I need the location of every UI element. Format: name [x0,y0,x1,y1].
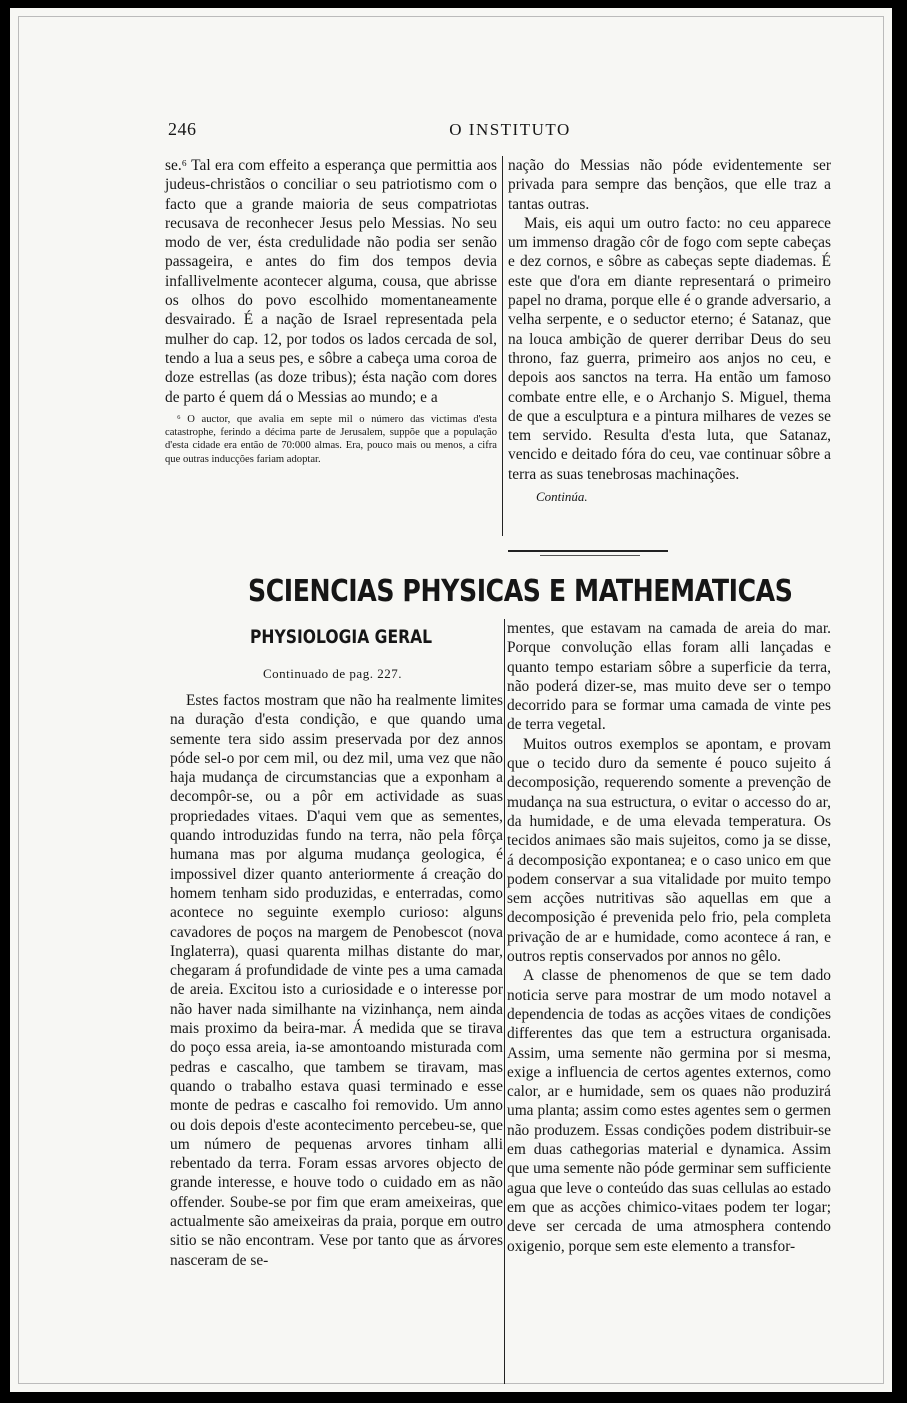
section-title: SCIENCIAS PHYSICAS E MATHEMATICAS [248,574,793,609]
article-left-paragraph: Estes factos mostram que não ha realmente limites na duração d'esta condição, e que quando uma semente tera sido assim preservada por dez annos póde sel-o por cem mil, ou dez mil, uma vez que não haja mudança de circumstancias que a exponham a decompôr-se, ou a pôr em actividade as suas propriedades vitaes. D'aqui vem que as sementes, quando introduzidas fundo na terra, não pela fôrça humana mas por alguma mudança geologica, é impossivel dizer quanto anteriormente á creação do homem tenham sido produzidas, e enterradas, como acontece no seguinte exemplo curioso: alguns cavadores de poços na margem de Penobescot (nova Inglaterra), quasi quarenta milhas distante do mar, chegaram á profundidade de vinte pes a uma camada de areia. Excitou isto a curiosidade e o interesse por não haver nada similhante na vizinhança, nem ainda mais proximo da beira-mar. Á medida que se tirava do poço essa areia, ia-se amontoando misturada com pedras e cascalho, que tambem se tiravam, mas quando o trabalho estava quasi terminado e esse monte de pedras e cascalho foi removido. Um anno ou dois depois d'este acontecimento percebeu-se, que um número de pequenas arvores tinham alli rebentado da terra. Foram essas arvores objecto de grande interesse, e houve todo o cuidado em as não offender. Soube-se por fim que eram ameixeiras, que actualmente são ameixeiras da praia, porque em outro sitio se não encontram. Vese por tanto que as árvores nasceram de se- [170,692,503,1269]
top-right-column [508,156,831,506]
journal-page [10,8,892,1392]
top-right-paragraph-2: Mais, eis aqui um outro facto: no ceu apparece um immenso dragão côr de fogo com septe cabeças e dez cornos, e sôbre as cabeças septe diademas. É este que d'ora em diante representará o primeiro papel no drama, porque elle é o grande adversario, a velha serpente, e o seductor eterno; é Satanaz, que na louca ambição de querer derribar Deus do seu throno, faz guerra, primeiro aos anjos no ceu, e depois aos sanctos na terra. Ha então um famoso combate entre elle, e o Archanjo S. Miguel, thema de que a esculptura e a pintura milhares de vezes se tem servido. Resulta d'esta luta, que Satanaz, vencido e deitado fóra do ceu, vae continuar sôbre a terra as suas tenebrosas machinações. [508,214,831,483]
article-right-paragraph-1: mentes, que estavam na camada de areia do mar. Porque convolução ellas foram alli lançadas e quanto tempo estariam sôbre a superficie da terra, não poderá dizer-se, mas muito deve ser o tempo decorrido para se formar uma camada de vinte pes de terra vegetal. [507,620,831,734]
article-right-paragraph-3: A classe de phenomenos de que se tem dado noticia serve para mostrar de um modo notavel a dependencia de todas as acções vitaes de condições differentes das que tem a estructura organisada. Assim, uma semente não germina por si mesma, exige a influencia de certos agentes externos, como calor, ar e humidade, sem os quaes não produzirá uma planta; assim como estes agentes sem o germen não produzem. Essas condições podem distribuir-se em duas cathegorias material e dynamica. Assim que uma semente não póde germinar sem sufficiente agua que leve o conteúdo das suas cellulas ao estado em que as acções chimico-vitaes podem ter logar; deve ser cercada de uma atmosphera contendo oxigenio, porque sem este elemento a transfor- [507,967,831,1255]
article-right-column [507,619,831,1256]
column-divider-bottom [504,619,505,1384]
section-separator-thin [540,555,640,556]
article-left-column [170,691,503,1270]
section-separator [508,550,668,552]
page-number: 246 [168,119,197,139]
column-divider-top [502,156,503,536]
article-right-paragraph-2: Muitos outros exemplos se apontam, e provam que o tecido duro da semente é pouco sujeito á decomposição, requerendo somente a prevenção de mudança na sua estructura, o evitar o accesso do ar, da humidade, e de uma elevada temperatura. Os tecidos animaes são mais sujeitos, como ja se disse, á decomposição expontanea; e o caso unico em que podem conservar a sua vitalidade por muito tempo sem acções nutritivas são aquellas em que a decomposição é prevenida pelo frio, pela completa privação de ar e humidade, como acontece á ran, e outros reptis conservados por annos no gêlo. [507,735,831,966]
continued-note: Continuado de pag. 227. [263,666,402,681]
footnote: ⁶ O auctor, que avalia em septe mil o número das victimas d'esta catastrophe, ferindo a décima parte de Jerusalem, suppõe que a população d'esta cidade era então de 70:000 almas. Era, pouco mais ou menos, a cifra que outras inducções fariam adoptar. [165,413,497,465]
top-right-paragraph-1: nação do Messias não póde evidentemente ser privada para sempre das bençãos, que elle traz a tantas outras. [508,157,831,213]
journal-title: O INSTITUTO [449,120,571,139]
top-left-column [165,156,497,466]
article-title: PHYSIOLOGIA GERAL [250,626,433,648]
continua-note: Continúa. [536,489,588,505]
top-left-paragraph: se.⁶ Tal era com effeito a esperança que permittia aos judeus-christãos o conciliar o seu patriotismo com o facto que a grande maioria de seus compatriotas recusava de reconhecer Jesus pelo Messias. No seu modo de ver, ésta credulidade não podia ser senão passageira, e antes do fim dos tempos devia infallivelmente acontecer alguma, cousa, que abrisse os olhos do povo escolhido momentaneamente desvairado. É a nação de Israel representada pela mulher do cap. 12, por todos os lados cercada de sol, tendo a lua a seus pes, e sôbre a cabeça uma coroa de doze estrellas (as doze tribus); ésta nação com dores de parto é quem dá o Messias ao mundo; e a [165,157,497,406]
